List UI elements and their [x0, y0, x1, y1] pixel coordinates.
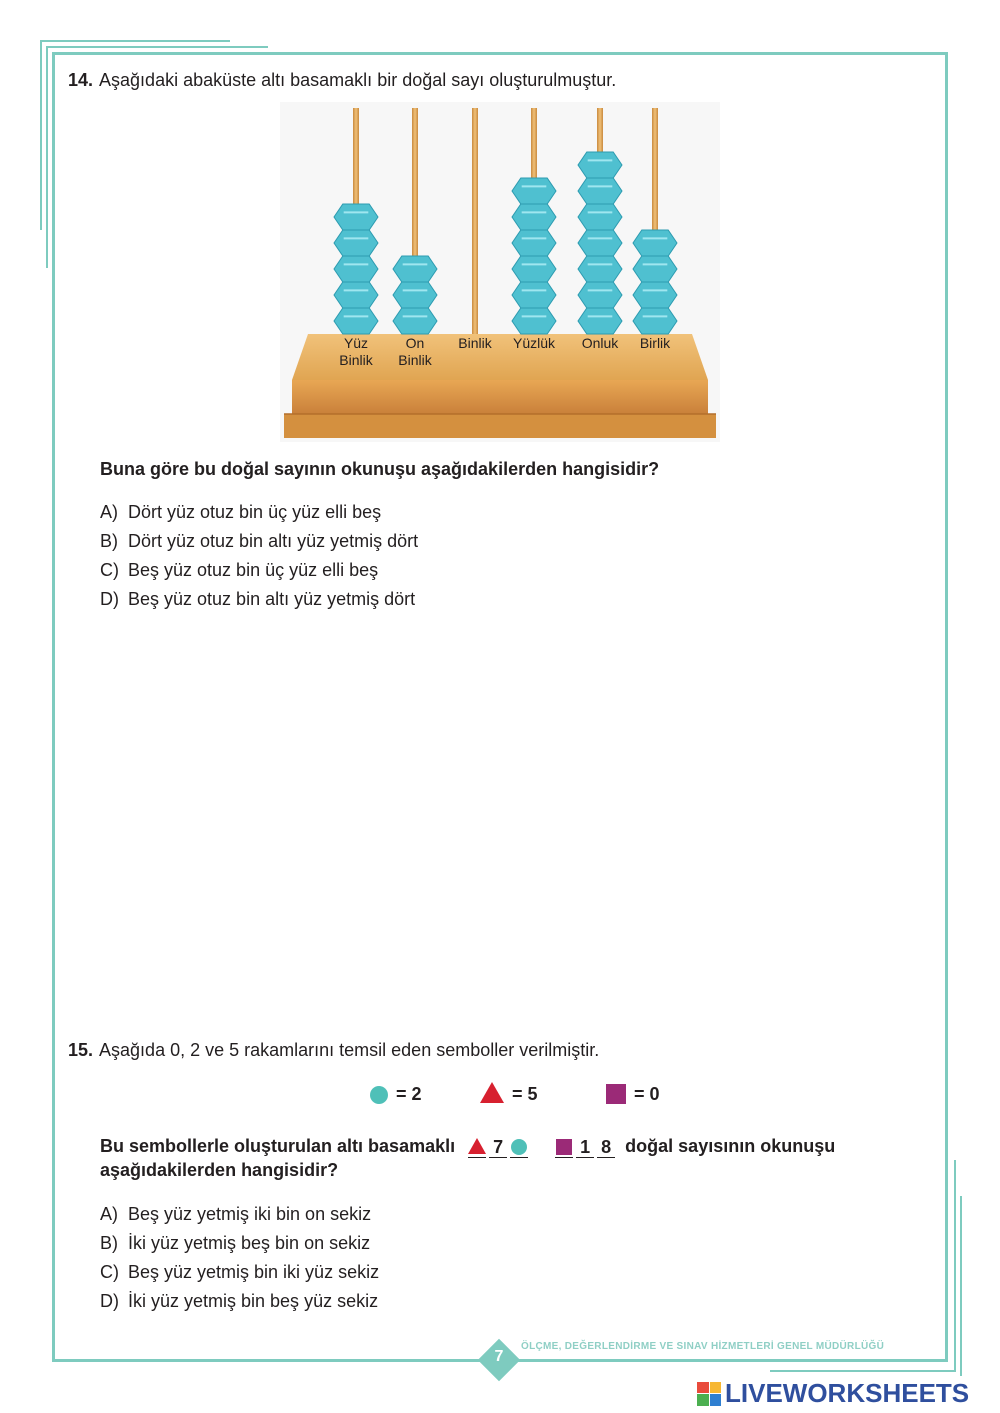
square-icon	[606, 1084, 626, 1104]
triangle-icon	[480, 1082, 504, 1103]
question-14-options	[100, 498, 418, 614]
option-text: Dört yüz otuz bin altı yüz yetmiş dört	[128, 531, 419, 551]
option-letter: A)	[100, 502, 118, 522]
frame-accent	[770, 1370, 956, 1372]
abacus-bead	[578, 256, 622, 282]
option-letter: C)	[100, 1262, 119, 1282]
digit-slot: 1	[576, 1135, 594, 1158]
abacus-bead	[578, 152, 622, 178]
square-icon	[556, 1139, 572, 1155]
question-14-prompt: Buna göre bu doğal sayının okunuşu aşağıdakilerden hangisidir?	[100, 459, 660, 479]
question-15-options	[100, 1200, 379, 1316]
question-number: 14.	[68, 70, 94, 90]
abacus-bead	[512, 308, 556, 334]
abacus-bead	[334, 230, 378, 256]
option-text: Beş yüz otuz bin üç yüz elli beş	[128, 560, 379, 580]
option-letter: D)	[100, 1291, 119, 1311]
frame-accent	[954, 1160, 956, 1372]
abacus-rod-label: Binlik	[458, 335, 492, 351]
digit-slot	[468, 1135, 486, 1158]
digit-slot	[555, 1135, 573, 1158]
prompt-after: doğal sayısının okunuşu	[625, 1136, 836, 1156]
option-text: Beş yüz yetmiş iki bin on sekiz	[128, 1204, 372, 1224]
symbol-number	[468, 1136, 623, 1156]
page-number: 7	[494, 1348, 504, 1365]
option-b[interactable]	[100, 1229, 379, 1258]
option-text: Dört yüz otuz bin üç yüz elli beş	[128, 502, 382, 522]
option-text: İki yüz yetmiş beş bin on sekiz	[128, 1233, 371, 1253]
abacus-rod-label: Binlik	[339, 352, 373, 368]
digit-slot: 7	[489, 1135, 507, 1158]
footer-org: ÖLÇME, DEĞERLENDİRME VE SINAV HİZMETLERİ GENEL MÜDÜRLÜĞÜ	[521, 1341, 885, 1352]
abacus-base-front	[292, 380, 708, 414]
option-a[interactable]	[100, 498, 418, 527]
frame-accent	[40, 40, 42, 230]
abacus-bead	[578, 308, 622, 334]
frame-accent	[40, 40, 230, 42]
option-d[interactable]	[100, 585, 418, 614]
option-letter: A)	[100, 1204, 118, 1224]
prompt-before: Bu sembollerle oluşturulan altı basamaklı	[100, 1136, 456, 1156]
abacus-bead	[334, 282, 378, 308]
option-letter: B)	[100, 1233, 118, 1253]
abacus-bead	[334, 256, 378, 282]
abacus-base-foot	[284, 414, 716, 438]
abacus-bead	[334, 204, 378, 230]
question-text: Aşağıda 0, 2 ve 5 rakamlarını temsil eden semboller verilmiştir.	[99, 1040, 600, 1060]
question-text: Aşağıdaki abaküste altı basamaklı bir doğal sayı oluşturulmuştur.	[99, 70, 617, 90]
option-text: İki yüz yetmiş bin beş yüz sekiz	[128, 1291, 379, 1311]
legend-text: = 5	[512, 1084, 538, 1104]
abacus-bead	[393, 282, 437, 308]
abacus-rod-label: On	[405, 335, 425, 351]
abacus-bead	[393, 308, 437, 334]
option-text: Beş yüz otuz bin altı yüz yetmiş dört	[128, 589, 416, 609]
legend-item-circle	[370, 1084, 422, 1105]
question-number: 15.	[68, 1040, 94, 1060]
abacus-bead	[633, 230, 677, 256]
abacus-bead	[512, 230, 556, 256]
abacus-rod-label: Yüz	[343, 335, 369, 351]
abacus-rod-label: Yüzlük	[512, 335, 556, 351]
digit-slot: 8	[597, 1135, 615, 1158]
abacus-rod-label: Onluk	[581, 335, 619, 351]
abacus-bead	[578, 230, 622, 256]
triangle-icon	[468, 1138, 486, 1154]
option-c[interactable]	[100, 1258, 379, 1287]
abacus-rod	[472, 108, 478, 334]
abacus-bead	[512, 256, 556, 282]
legend-item-square	[606, 1082, 660, 1105]
abacus-bead	[633, 282, 677, 308]
question-14	[68, 70, 616, 91]
frame-border	[52, 52, 948, 55]
option-letter: B)	[100, 531, 118, 551]
abacus-bead	[512, 282, 556, 308]
frame-accent	[960, 1196, 962, 1376]
circle-icon	[511, 1139, 527, 1155]
option-letter: D)	[100, 589, 119, 609]
abacus-bead	[578, 204, 622, 230]
abacus-bead	[633, 308, 677, 334]
prompt-line2: aşağıdakilerden hangisidir?	[100, 1160, 339, 1180]
legend-item-triangle	[480, 1080, 538, 1105]
option-b[interactable]	[100, 527, 418, 556]
frame-border	[516, 1359, 948, 1362]
frame-border	[52, 1359, 482, 1362]
abacus-bead	[393, 256, 437, 282]
abacus-bead	[512, 178, 556, 204]
abacus-bead	[512, 204, 556, 230]
liveworksheets-watermark	[697, 1378, 969, 1409]
option-text: Beş yüz yetmiş bin iki yüz sekiz	[128, 1262, 380, 1282]
option-d[interactable]	[100, 1287, 379, 1316]
frame-accent	[46, 46, 48, 268]
frame-border	[945, 52, 948, 1362]
frame-border	[52, 52, 55, 1362]
question-15-prompt	[100, 1134, 835, 1182]
abacus-bead	[578, 178, 622, 204]
question-15	[68, 1040, 599, 1061]
option-a[interactable]	[100, 1200, 379, 1229]
abacus-figure	[280, 102, 720, 442]
option-letter: C)	[100, 560, 119, 580]
circle-icon	[370, 1086, 388, 1104]
frame-accent	[46, 46, 268, 48]
liveworksheets-logo-icon	[697, 1382, 721, 1406]
legend-text: = 0	[634, 1084, 660, 1104]
digit-slot	[510, 1135, 528, 1158]
watermark-text: LIVEWORKSHEETS	[725, 1378, 970, 1408]
abacus-bead	[334, 308, 378, 334]
abacus-bead	[633, 256, 677, 282]
abacus-rod-label: Binlik	[398, 352, 432, 368]
option-c[interactable]	[100, 556, 418, 585]
legend-text: = 2	[396, 1084, 422, 1104]
abacus-rod-label: Birlik	[639, 335, 671, 351]
abacus-bead	[578, 282, 622, 308]
